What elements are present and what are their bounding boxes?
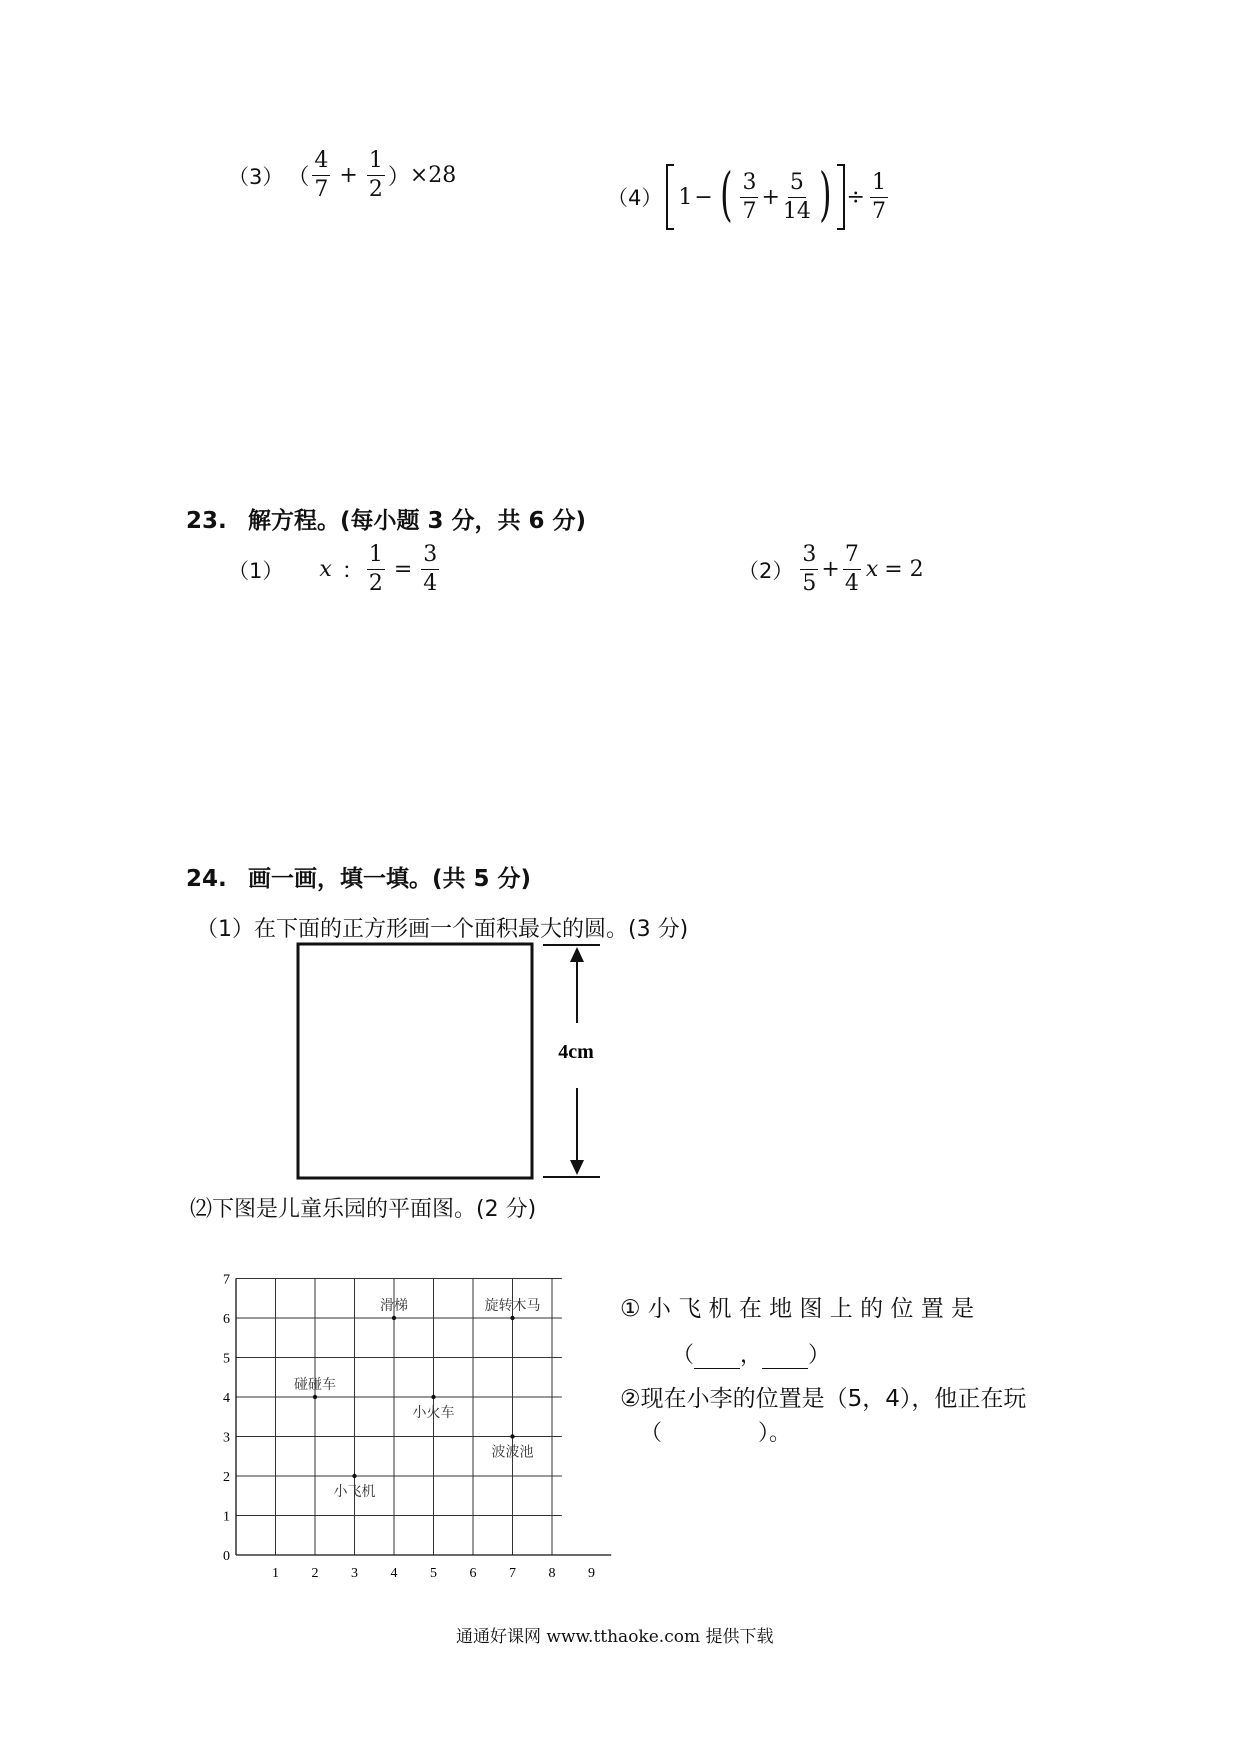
equals-sign: =	[393, 557, 413, 582]
x-tick-label: 5	[430, 1566, 437, 1581]
numerator: 4	[312, 150, 330, 176]
fill-answer-2	[640, 1416, 791, 1447]
question-24-part-2: ⑵下图是儿童乐园的平面图。(2 分)	[190, 1197, 537, 1222]
denominator: 5	[802, 571, 817, 596]
y-tick-label: 6	[223, 1312, 230, 1327]
square	[298, 944, 532, 1178]
right-paren: ）	[387, 165, 410, 190]
question-title: 解方程。(每小题 3 分，共 6 分)	[248, 508, 587, 534]
page-footer: 通通好课网 www.tthaoke.com 提供下载	[456, 1627, 774, 1647]
calc-problem-4	[607, 160, 891, 230]
x-tick-label: 9	[588, 1566, 595, 1581]
side-length-label: 4cm	[558, 1041, 594, 1063]
divide-sign: ÷	[846, 184, 865, 210]
denominator: 2	[368, 571, 383, 596]
left-big-paren: (	[719, 160, 733, 228]
y-tick-label: 3	[223, 1430, 230, 1446]
numerator: 7	[843, 544, 861, 570]
denominator: 4	[844, 571, 859, 596]
place-point	[510, 1316, 514, 1320]
question-number: 23.	[186, 508, 227, 534]
y-tick-label: 2	[223, 1470, 230, 1485]
arrow-down-head	[570, 1160, 584, 1175]
one: 1	[678, 184, 693, 210]
fraction-1-7	[870, 169, 888, 224]
question-24-heading	[186, 860, 531, 893]
question-title: 画一画，填一填。(共 5 分)	[248, 866, 532, 892]
arrow-up-head	[570, 947, 584, 962]
fill-question-2: ②现在小李的位置是（5，4），他正在玩	[620, 1386, 1027, 1412]
place-point	[510, 1434, 514, 1438]
place-point	[313, 1395, 317, 1399]
question-23-heading	[186, 502, 586, 535]
place-point	[431, 1395, 435, 1399]
fill-answer-1	[672, 1338, 830, 1369]
right-hand-side: = 2	[884, 557, 924, 582]
place-label: 小飞机	[333, 1484, 376, 1500]
denominator: 7	[742, 198, 757, 224]
question-number: 24.	[186, 866, 227, 892]
numerator: 3	[800, 544, 818, 570]
answer-blank-x[interactable]	[694, 1348, 740, 1369]
denominator: 2	[368, 177, 383, 202]
ratio-colon: ：	[341, 559, 364, 584]
x-tick-label: 8	[548, 1566, 556, 1581]
numerator: 1	[367, 150, 385, 176]
right-big-paren: )	[818, 160, 832, 228]
plus-sign: +	[339, 163, 358, 188]
numerator: 3	[421, 544, 439, 570]
place-point	[392, 1316, 396, 1320]
numerator: 5	[788, 172, 806, 198]
place-label: 旋转木马	[484, 1298, 541, 1314]
problem-label: （1）	[228, 558, 284, 583]
y-tick-label: 5	[223, 1351, 230, 1367]
place-label: 波波池	[491, 1444, 534, 1461]
denominator: 7	[871, 198, 886, 224]
answer-close-paren: ）	[808, 1343, 831, 1368]
place-label: 碰碰车	[294, 1377, 336, 1393]
fraction-1-2	[367, 544, 385, 595]
equation-1	[228, 544, 442, 595]
numerator: 3	[740, 172, 758, 198]
variable-x: x	[865, 557, 879, 582]
numerator: 1	[870, 172, 888, 198]
minus-sign: −	[694, 184, 713, 210]
problem-label: （4）	[607, 186, 663, 210]
plus-sign: +	[821, 557, 840, 582]
question-24-part-1: （1）在下面的正方形画一个面积最大的圆。(3 分)	[196, 917, 689, 942]
fraction-3-4	[421, 544, 439, 595]
y-tick-label: 1	[223, 1509, 230, 1525]
left-paren: （	[287, 165, 310, 190]
fill-question-1: ① 小 飞 机 在 地 图 上 的 位 置 是	[620, 1296, 975, 1322]
problem-label: （2）	[738, 558, 794, 583]
x-tick-label: 3	[351, 1566, 358, 1581]
fraction-3-7	[740, 169, 758, 224]
right-square-bracket	[837, 164, 845, 230]
plus-sign: +	[761, 184, 780, 210]
denominator: 14	[782, 198, 811, 224]
problem-label: （3）	[228, 164, 284, 189]
answer-open-paren: （	[640, 1421, 663, 1446]
left-square-bracket	[666, 164, 674, 230]
x-tick-label: 4	[390, 1566, 398, 1581]
answer-blank-y[interactable]	[762, 1348, 808, 1369]
fraction-3-5	[800, 544, 818, 595]
times-28: ×28	[409, 163, 457, 188]
variable-x: x	[319, 557, 332, 582]
place-point	[352, 1474, 356, 1478]
answer-close-paren: ）。	[758, 1421, 792, 1446]
numerator: 1	[367, 544, 385, 570]
denominator: 4	[423, 571, 438, 596]
square-figure	[290, 940, 620, 1192]
x-tick-label: 1	[272, 1566, 279, 1581]
calc-problem-3	[228, 150, 456, 201]
answer-open-paren: （	[672, 1343, 695, 1368]
park-grid-map	[200, 1245, 630, 1587]
y-tick-label: 7	[223, 1272, 230, 1288]
answer-comma: ，	[740, 1343, 763, 1368]
fraction-1-2	[367, 150, 385, 201]
place-label: 滑梯	[380, 1298, 408, 1314]
fraction-7-4	[843, 544, 861, 595]
place-label: 小火车	[412, 1405, 455, 1421]
equation-2	[738, 544, 924, 595]
x-tick-label: 6	[469, 1566, 477, 1581]
x-tick-label: 2	[311, 1566, 319, 1581]
x-tick-label: 7	[509, 1566, 516, 1581]
y-tick-label: 4	[223, 1391, 230, 1406]
denominator: 7	[314, 177, 329, 202]
fraction-5-14	[782, 169, 811, 224]
y-tick-label: 0	[223, 1549, 230, 1564]
fraction-4-7	[312, 150, 330, 201]
